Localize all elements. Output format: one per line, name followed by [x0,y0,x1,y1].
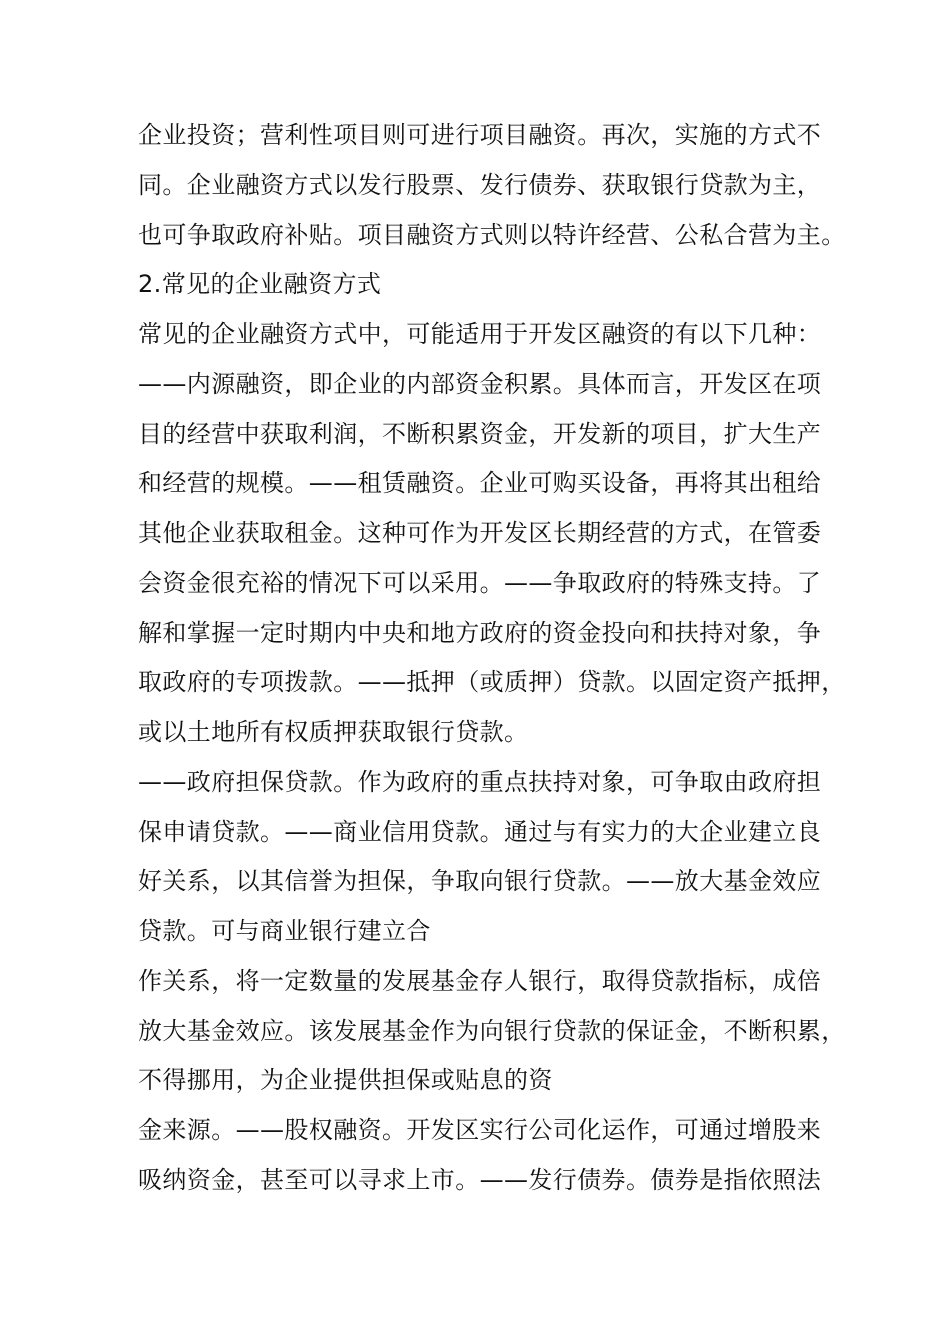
text-line: 作关系，将一定数量的发展基金存人银行，取得贷款指标，成倍 [138,967,822,995]
text-line: 和经营的规模。——租赁融资。企业可购买设备，再将其出租给 [138,469,822,497]
text-line: 目的经营中获取利润，不断积累资金，开发新的项目，扩大生产 [138,420,822,448]
text-line: 吸纳资金，甚至可以寻求上市。——发行债券。债券是指依照法 [138,1166,822,1194]
section-heading: 2.常见的企业融资方式 [138,270,382,298]
text-line: 其他企业获取租金。这种可作为开发区长期经营的方式，在管委 [138,519,822,547]
text-line: 好关系，以其信誉为担保，争取向银行贷款。——放大基金效应 [138,867,822,895]
text-line: 也可争取政府补贴。项目融资方式则以特许经营、公私合营为主。 [138,221,846,249]
text-line: 取政府的专项拨款。——抵押（或质押）贷款。以固定资产抵押， [138,668,846,696]
text-line: 常见的企业融资方式中，可能适用于开发区融资的有以下几种： [138,320,822,348]
text-line: 企业投资；营利性项目则可进行项目融资。再次，实施的方式不 [138,121,822,149]
text-line: 放大基金效应。该发展基金作为向银行贷款的保证金，不断积累， [138,1017,846,1045]
text-line: 贷款。可与商业银行建立合 [138,917,431,945]
text-line: 会资金很充裕的情况下可以采用。——争取政府的特殊支持。了 [138,569,822,597]
text-line: 解和掌握一定时期内中央和地方政府的资金投向和扶持对象，争 [138,619,822,647]
text-line: 金来源。——股权融资。开发区实行公司化运作，可通过增股来 [138,1116,822,1144]
text-line: 同。企业融资方式以发行股票、发行债券、获取银行贷款为主， [138,171,822,199]
text-line: 或以土地所有权质押获取银行贷款。 [138,718,529,746]
text-line: ——政府担保贷款。作为政府的重点扶持对象，可争取由政府担 [138,768,822,796]
text-line: 保申请贷款。——商业信用贷款。通过与有实力的大企业建立良 [138,818,822,846]
text-line: 不得挪用，为企业提供担保或贴息的资 [138,1066,553,1094]
text-line: ——内源融资，即企业的内部资金积累。具体而言，开发区在项 [138,370,822,398]
